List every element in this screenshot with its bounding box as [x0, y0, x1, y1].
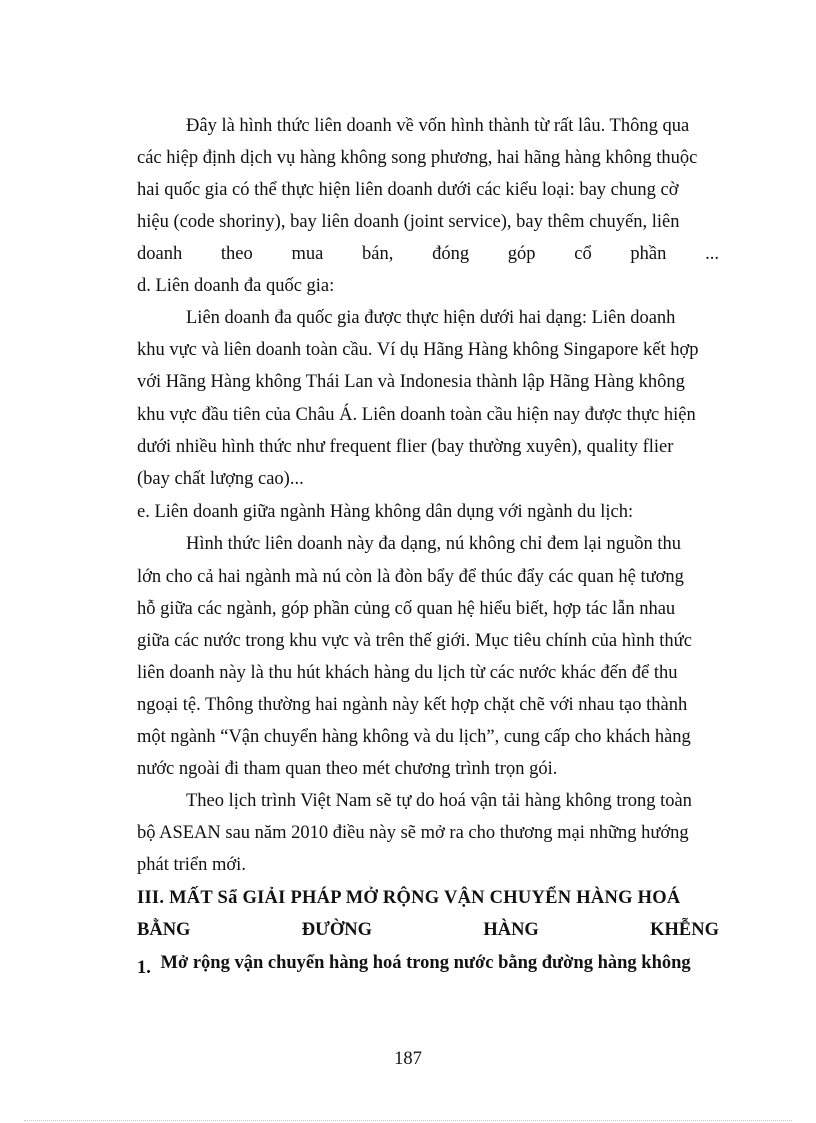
- paragraph-line: giữa các nước trong khu vực và trên thế giới. Mục tiêu chính của hình thức: [137, 631, 692, 651]
- word: theo: [220, 244, 253, 264]
- paragraph-line: Hình thức liên doanh này đa dạng, nú không chỉ đem lại nguồn thu: [186, 534, 682, 554]
- paragraph-line: khu vực và liên doanh toàn cầu. Ví dụ Hãng Hàng không Singapore kết hợp: [137, 340, 699, 360]
- paragraph-line: Theo lịch trình Việt Nam sẽ tự do hoá vận tải hàng không trong toàn: [186, 791, 692, 811]
- paragraph-line: các hiệp định dịch vụ hàng không song phương, hai hãng hàng không thuộc: [137, 148, 698, 168]
- heading-word: HÀNG: [483, 920, 539, 940]
- subheading-text: Mở rộng vận chuyển hàng hoá trong nước bằng đường hàng không: [160, 953, 691, 973]
- paragraph-line: Đây là hình thức liên doanh về vốn hình thành từ rất lâu. Thông qua: [186, 116, 690, 136]
- section-label-e: e. Liên doanh giữa ngành Hàng không dân dụng với ngành du lịch:: [137, 502, 634, 522]
- paragraph-line: ngoại tệ. Thông thường hai ngành này kết hợp chặt chẽ với nhau tạo thành: [137, 695, 688, 715]
- subheading-number: 1.: [137, 958, 151, 978]
- paragraph-line: nước ngoài đi tham quan theo mét chương trình trọn gói.: [137, 759, 558, 779]
- word: đóng: [432, 244, 470, 264]
- justified-line: [137, 243, 719, 265]
- paragraph-line: khu vực đầu tiên của Châu Á. Liên doanh toàn cầu hiện nay được thực hiện: [137, 405, 696, 425]
- paragraph-line: hỗ giữa các ngành, góp phần củng cố quan hệ hiểu biết, hợp tác lẫn nhau: [137, 599, 676, 619]
- paragraph-line: Liên doanh đa quốc gia được thực hiện dưới hai dạng: Liên doanh: [186, 308, 676, 328]
- paragraph-line: (bay chất lượng cao)...: [137, 469, 304, 489]
- word: bán,: [362, 244, 394, 264]
- page-bottom-rule: [24, 1120, 792, 1121]
- paragraph-line: phát triển mới.: [137, 855, 246, 875]
- heading-word: BẰNG: [137, 920, 191, 940]
- word: mua: [291, 244, 324, 264]
- heading-word: ĐƯỜNG: [301, 920, 372, 940]
- paragraph-line: lớn cho cả hai ngành mà nú còn là đòn bẩy để thúc đẩy các quan hệ tương: [137, 567, 684, 587]
- section-label-d: d. Liên doanh đa quốc gia:: [137, 276, 335, 296]
- subheading: [137, 952, 719, 978]
- paragraph-line: một ngành “Vận chuyển hàng không và du lịch”, cung cấp cho khách hàng: [137, 727, 691, 747]
- paragraph-line: dưới nhiều hình thức như frequent flier (bay thường xuyên), quality flier: [137, 437, 674, 457]
- page-number: 187: [394, 1049, 422, 1069]
- word: cổ: [574, 244, 592, 264]
- paragraph-line: liên doanh này là thu hút khách hàng du lịch từ các nước khác đến để thu: [137, 663, 678, 683]
- paragraph-line: hiệu (code shoriny), bay liên doanh (joint service), bay thêm chuyến, liên: [137, 212, 680, 232]
- section-heading-continued: [137, 919, 719, 941]
- paragraph-line: hai quốc gia có thể thực hiện liên doanh dưới các kiểu loại: bay chung cờ: [137, 180, 679, 200]
- word: phần: [630, 244, 667, 264]
- paragraph-line: với Hãng Hàng không Thái Lan và Indonesia thành lập Hãng Hàng không: [137, 372, 685, 392]
- word: ...: [705, 244, 719, 264]
- paragraph-line: bộ ASEAN sau năm 2010 điều này sẽ mở ra cho thương mại những hướng: [137, 823, 689, 843]
- word: doanh: [137, 244, 183, 264]
- section-heading: III. MẤT Sẩ GIẢI PHÁP MỞ RỘNG VẬN CHUYỂN HÀNG HOÁ: [137, 888, 681, 908]
- heading-word: KHỄNG: [650, 920, 719, 940]
- word: góp: [507, 244, 536, 264]
